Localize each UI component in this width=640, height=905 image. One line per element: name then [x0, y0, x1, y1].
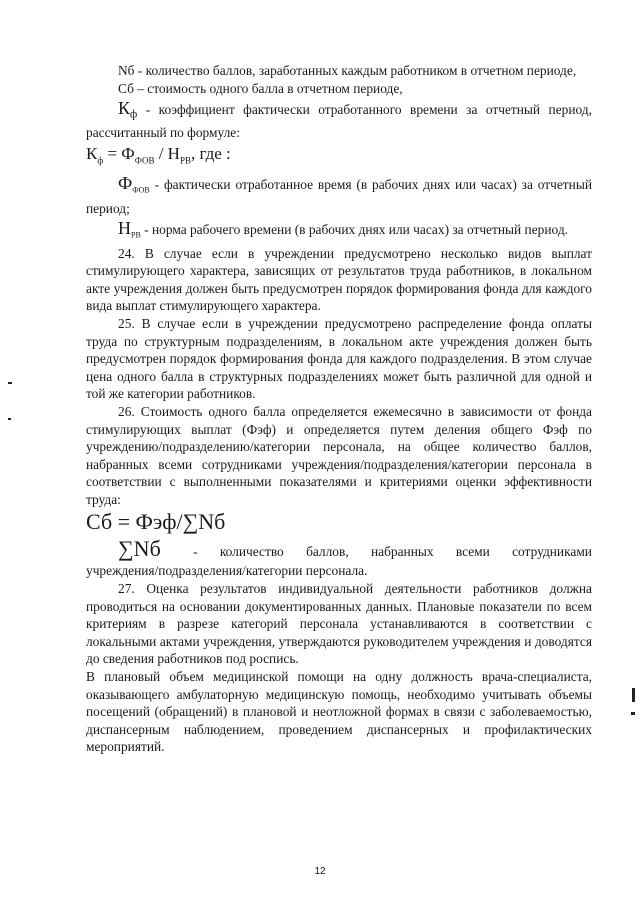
- nb-definition-text: - количество баллов, заработанных каждым работником в отчетном периоде,: [137, 63, 577, 78]
- kf-formula: $К_ф = Ф_{ФОВ} / Н_{РВ}$, где :: [86, 144, 231, 166]
- scan-mark: [632, 688, 635, 702]
- fov-definition-text: - фактически отработанное время (в рабочих днях или часах) за отчетный период;: [86, 177, 592, 216]
- kf-symbol: К: [118, 98, 131, 119]
- paragraph-26: 26. Стоимость одного балла определяется ежемесячно в зависимости от фонда стимулирующих выплат (Фэф) и определяется путем деления общего Фэф по учреждению/подразделению/категории персонала, на общее количество баллов, набранных всеми сотрудниками учреждения/подразделения/категории персонала в соответствии с выполненными показателями и критериями оценки эффективности труда:: [86, 403, 592, 507]
- fov-symbol: Ф: [118, 173, 133, 194]
- scan-mark: [631, 712, 635, 715]
- fov-definition: [86, 172, 592, 217]
- sb-definition: Сб – стоимость одного балла в отчетном периоде,: [118, 80, 403, 96]
- paragraph-27-continued: В плановый объем медицинской помощи на одну должность врача-специалиста, оказывающего амбулаторную медицинскую помощь, необходимо учитывать объемы посещений (обращений) в плановой и неотложной формах в связи с заболеваемостью, диспансерным наблюдением, проведением диспансерных и профилактических мероприятий.: [86, 669, 592, 755]
- fov-subscript: ФОВ: [132, 186, 150, 196]
- hrv-definition-text: - норма рабочего времени (в рабочих днях или часах) за отчетный период.: [144, 222, 568, 238]
- nb-definition: [86, 62, 592, 80]
- kf-definition: [86, 97, 592, 142]
- kf-subscript: ф: [130, 108, 138, 121]
- paragraph-27: 27. Оценка результатов индивидуальной деятельности работников должна проводиться на основании документированных данных. Плановые показатели по всем критериям в разрезе категорий персонала устанавливаются в соответствии с локальными актами учреждения, утверждаются руководителем учреждения и доводятся до сведения работников под роспись.: [86, 581, 592, 667]
- sb-formula: Сб = Фэф/∑Nб: [86, 509, 226, 535]
- hrv-subscript: РВ: [131, 230, 141, 240]
- sum-definition-line: ∑Nб - количество баллов, набранных всеми сотрудниками: [118, 536, 592, 562]
- document-body: [86, 62, 592, 756]
- page-number: 12: [314, 866, 326, 877]
- hrv-definition: [86, 217, 592, 244]
- hrv-symbol: Н: [118, 218, 131, 239]
- paragraph-24: 24. В случае если в учреждении предусмотрено несколько видов выплат стимулирующего характера, зависящих от результатов труда работников, в локальном акте учреждения должен быть предусмотрен порядок формирования фонда для каждого вида выплат стимулирующего характера.: [86, 245, 592, 314]
- kf-definition-text: - коэффициент фактически отработанного времени за отчетный период, рассчитанный по формуле:: [86, 102, 592, 141]
- scan-mark: [8, 418, 11, 420]
- paragraph-25: 25. В случае если в учреждении предусмотрено распределение фонда оплаты труда по структурным подразделениям, в локальном акте учреждения должен быть предусмотрен порядок формирования фонда для каждого подразделения. В этом случае цена одного балла в структурных подразделениях может быть различной для одной и той же категории работников.: [86, 315, 592, 402]
- nb-symbol: Nб: [118, 63, 135, 78]
- scan-mark: [8, 382, 12, 384]
- sum-definition-tail: учреждения/подразделения/категории персонала.: [86, 563, 368, 579]
- sum-symbol: ∑Nб: [118, 536, 161, 562]
